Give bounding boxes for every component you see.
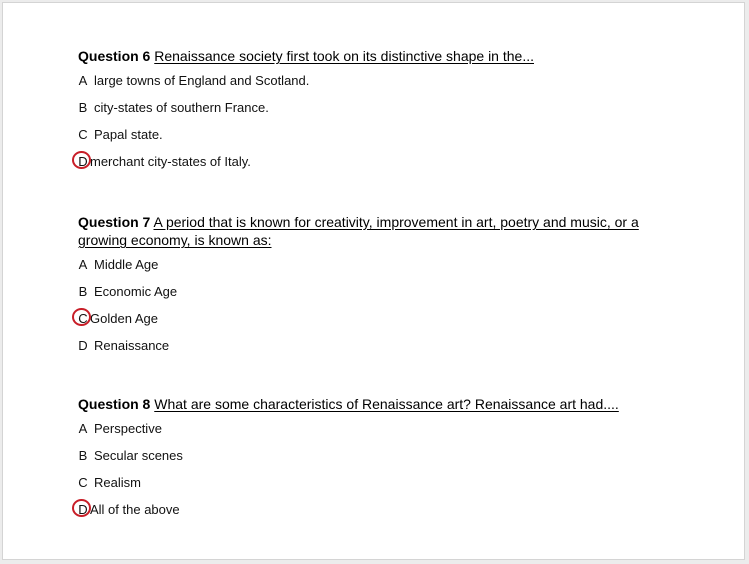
selected-answer-circle: D (78, 502, 88, 517)
option-b (78, 100, 688, 116)
question-heading (78, 213, 688, 249)
option-text: Secular scenes (94, 448, 183, 463)
option-text: Renaissance (94, 338, 170, 353)
option-letter: B (78, 448, 88, 463)
option-text: Economic Age (94, 284, 178, 299)
option-text: All of the above (90, 502, 180, 517)
option-text: Middle Age (94, 257, 159, 272)
question-heading (78, 47, 688, 65)
option-c (78, 475, 688, 491)
option-letter: D (78, 338, 88, 353)
option-letter: A (78, 421, 88, 436)
option-text: city-states of southern France. (94, 100, 269, 115)
option-b (78, 284, 688, 300)
document-page (2, 2, 745, 560)
option-d-selected (78, 154, 688, 170)
option-text: Perspective (94, 421, 162, 436)
question-number: Question 7 (78, 214, 151, 230)
option-d-selected (78, 502, 688, 518)
option-d (78, 338, 688, 354)
option-letter: A (78, 257, 88, 272)
question-text: A period that is known for creativity, improvement in art, poetry and music, or a growing economy, is known as: (78, 214, 639, 248)
question-text: Renaissance society first took on its distinctive shape in the... (154, 48, 534, 64)
option-c (78, 127, 688, 143)
option-letter: B (78, 100, 88, 115)
option-text: large towns of England and Scotland. (94, 73, 310, 88)
option-letter: A (78, 73, 88, 88)
option-letter: C (78, 475, 88, 490)
option-text: Papal state. (94, 127, 163, 142)
question-7 (78, 213, 688, 365)
option-letter: C (78, 127, 88, 142)
option-letter: B (78, 284, 88, 299)
option-text: Golden Age (90, 311, 158, 326)
option-text: merchant city-states of Italy. (90, 154, 251, 169)
question-number: Question 6 (78, 48, 151, 64)
question-heading (78, 395, 688, 413)
question-8 (78, 395, 688, 529)
question-number: Question 8 (78, 396, 151, 412)
option-b (78, 448, 688, 464)
selected-answer-circle: D (78, 154, 88, 169)
selected-answer-circle: C (78, 311, 88, 326)
option-a (78, 73, 688, 89)
question-6 (78, 47, 688, 181)
option-c-selected (78, 311, 688, 327)
option-text: Realism (94, 475, 141, 490)
question-text: What are some characteristics of Renaissance art? Renaissance art had.... (154, 396, 619, 412)
option-a (78, 257, 688, 273)
option-a (78, 421, 688, 437)
